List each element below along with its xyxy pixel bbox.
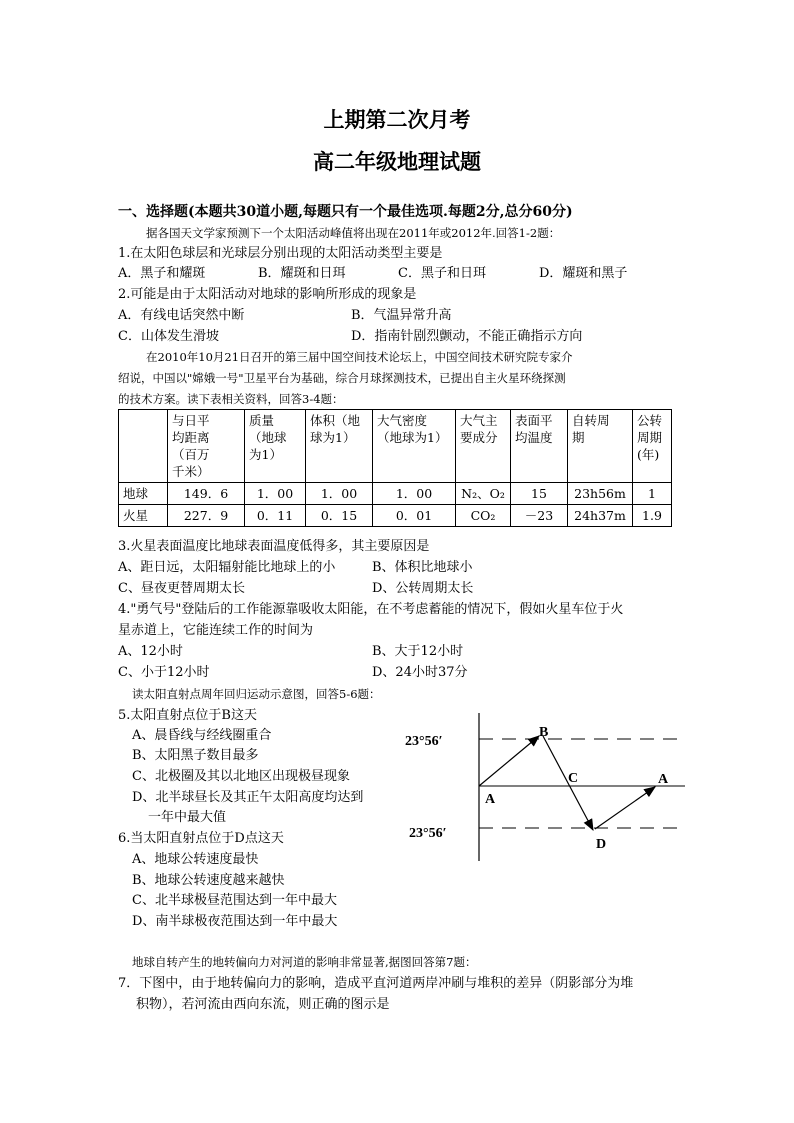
lat-label-south: 23°56′ <box>409 826 447 841</box>
q3-option-b: B、体积比地球小 <box>372 560 473 575</box>
q1-option-b: B．耀斑和日珥 <box>258 266 346 281</box>
q2-option-a: A．有线电话突然中断 <box>118 308 245 323</box>
header-line: 千米） <box>172 464 210 479</box>
intro-3-4-line2: 绍说，中国以"嫦娥一号"卫星平台为基础，综合月球探测技术，已提出自主火星环绕探测 <box>118 371 566 385</box>
header-line: 期 <box>572 430 585 445</box>
intro-7: 地球自转产生的地转偏向力对河道的影响非常显著,据图回答第7题： <box>132 955 477 969</box>
q3-option-a: A、距日远，太阳辐射能比地球上的小 <box>118 560 336 575</box>
q5-option-d-line2: 一年中最大值 <box>148 810 227 825</box>
intro-1-2: 据各国天文学家预测下一个太阳活动峰值将出现在2011年或2012年.回答1-2题： <box>146 226 561 240</box>
table-cell: 1．00 <box>373 483 456 505</box>
q1-option-c: C．黑子和日珥 <box>398 266 486 281</box>
q3-option-c: C、昼夜更替周期太长 <box>118 581 245 596</box>
q5-option-c: C、北极圈及其以北地区出现极昼现象 <box>132 769 350 784</box>
header-line: 质量 <box>249 413 275 428</box>
q5-option-d-line1: D、北半球昼长及其正午太阳高度均达到 <box>132 790 364 805</box>
header-line: (年) <box>637 447 660 462</box>
header-line: 表面平 <box>515 413 553 428</box>
q3-stem: 3.火星表面温度比地球表面温度低得多，其主要原因是 <box>118 539 430 554</box>
header-line: 大气主 <box>460 413 498 428</box>
q1-option-a: A．黑子和耀斑 <box>118 266 206 281</box>
arrow-d-to-a <box>595 787 655 829</box>
header-line: 体积（地 <box>310 413 361 428</box>
table-cell: 0．15 <box>306 505 373 527</box>
section-heading: 一、选择题(本题共30道小题,每题只有一个最佳选项.每题2分,总分60分) <box>118 204 573 220</box>
point-label-b: B <box>539 725 549 740</box>
table-cell: 227．9 <box>168 505 245 527</box>
q6-option-a: A、地球公转速度最快 <box>132 852 259 867</box>
table-header-cell <box>306 410 373 483</box>
table-cell: 1．00 <box>306 483 373 505</box>
header-line: 球为1） <box>310 430 356 445</box>
q4-stem-line2: 星赤道上，它能连续工作的时间为 <box>118 623 314 638</box>
point-label-d: D <box>596 837 607 852</box>
planet-data-table <box>118 409 672 527</box>
point-label-a-left: A <box>485 792 496 807</box>
subsolar-point-diagram <box>395 705 695 865</box>
q3-option-d: D、公转周期太长 <box>372 581 474 596</box>
table-cell: 15 <box>511 483 568 505</box>
header-line: （百万 <box>172 447 210 462</box>
header-line: （地球为1） <box>377 430 448 445</box>
table-cell: 23h56m <box>568 483 633 505</box>
table-header-cell <box>511 410 568 483</box>
header-line: 为1） <box>249 447 282 462</box>
q2-option-c: C．山体发生滑坡 <box>118 329 219 344</box>
q6-option-d: D、南半球极夜范围达到一年中最大 <box>132 914 338 929</box>
q5-stem: 5.太阳直射点位于B这天 <box>118 708 257 723</box>
table-cell: 地球 <box>119 483 168 505</box>
header-line: 要成分 <box>460 430 498 445</box>
exam-title: 上期第二次月考 <box>323 107 471 132</box>
intro-3-4-line1: 在2010年10月21日召开的第三届中国空间技术论坛上，中国空间技术研究院专家介 <box>146 350 573 364</box>
table-header-cell <box>119 410 168 483</box>
table-header-row <box>119 410 672 483</box>
arrow-a-to-b <box>479 736 539 786</box>
header-line: 公转 <box>637 413 663 428</box>
q4-option-a: A、12小时 <box>118 644 183 659</box>
q2-stem: 2.可能是由于太阳活动对地球的影响所形成的现象是 <box>118 287 417 302</box>
table-header-cell <box>456 410 511 483</box>
q6-option-b: B、地球公转速度越来越快 <box>132 873 285 888</box>
header-line: 均温度 <box>515 430 553 445</box>
table-cell: 1.9 <box>633 505 672 527</box>
q1-option-d: D．耀斑和黑子 <box>539 266 628 281</box>
table-cell: 火星 <box>119 505 168 527</box>
table-cell: 1．00 <box>245 483 306 505</box>
q5-option-b: B、太阳黑子数目最多 <box>132 748 259 763</box>
table-row <box>119 483 672 505</box>
point-label-a-right: A <box>658 772 669 787</box>
q1-stem: 1.在太阳色球层和光球层分别出现的太阳活动类型主要是 <box>118 246 443 261</box>
table-header-cell <box>373 410 456 483</box>
intro-5-6: 读太阳直射点周年回归运动示意图，回答5-6题： <box>132 687 381 701</box>
header-line: 周期 <box>637 430 663 445</box>
table-cell: 0．11 <box>245 505 306 527</box>
header-line: 大气密度 <box>377 413 428 428</box>
header-line: （地球 <box>249 430 287 445</box>
table-header-cell <box>633 410 672 483</box>
table-header-cell <box>168 410 245 483</box>
table-cell: －23 <box>511 505 568 527</box>
exam-subtitle: 高二年级地理试题 <box>313 149 481 174</box>
q5-option-a: A、晨昏线与经线圈重合 <box>132 728 272 743</box>
q4-stem-line1: 4."勇气号"登陆后的工作能源靠吸收太阳能，在不考虑蓄能的情况下，假如火星车位于火 <box>118 602 624 617</box>
header-line: 自转周 <box>572 413 610 428</box>
q2-option-d: D．指南针剧烈颤动，不能正确指示方向 <box>351 329 583 344</box>
table-cell: 24h37m <box>568 505 633 527</box>
table-row <box>119 505 672 527</box>
header-line: 与日平 <box>172 413 210 428</box>
point-label-c: C <box>568 771 579 786</box>
q2-option-b: B．气温异常升高 <box>351 308 452 323</box>
q4-option-b: B、大于12小时 <box>372 644 464 659</box>
q7-stem-line1: 7．下图中，由于地转偏向力的影响，造成平直河道两岸冲刷与堆积的差异（阴影部分为堆 <box>118 976 634 991</box>
table-cell: 1 <box>633 483 672 505</box>
q6-option-c: C、北半球极昼范围达到一年中最大 <box>132 893 337 908</box>
intro-3-4-line3: 的技术方案。读下表相关资料，回答3-4题： <box>118 392 344 406</box>
table-cell: CO₂ <box>456 505 511 527</box>
table-header-cell <box>568 410 633 483</box>
table-header-cell <box>245 410 306 483</box>
q6-stem: 6.当太阳直射点位于D点这天 <box>118 831 284 846</box>
q4-option-c: C、小于12小时 <box>118 665 210 680</box>
q7-stem-line2: 积物），若河流由西向东流，则正确的图示是 <box>136 997 390 1012</box>
header-line: 均距离 <box>172 430 210 445</box>
table-cell: 0．01 <box>373 505 456 527</box>
q4-option-d: D、24小时37分 <box>372 665 468 680</box>
table-cell: N₂、O₂ <box>456 483 511 505</box>
table-cell: 149．6 <box>168 483 245 505</box>
lat-label-north: 23°56′ <box>405 734 443 749</box>
